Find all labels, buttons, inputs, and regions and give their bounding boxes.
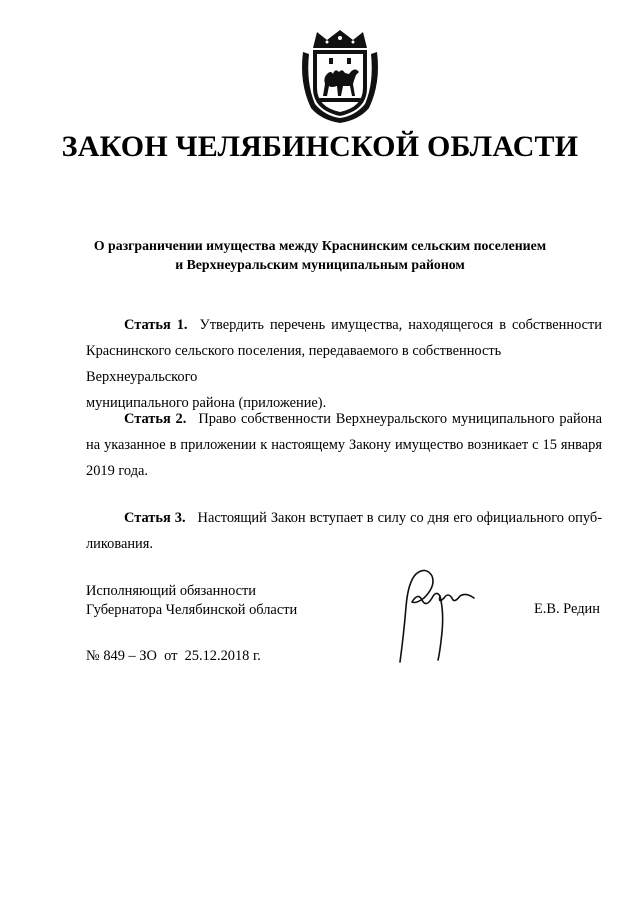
- article-3-label: Статья 3.: [124, 510, 186, 526]
- law-title: ЗАКОН ЧЕЛЯБИНСКОЙ ОБЛАСТИ: [61, 130, 579, 163]
- article-3-first-text: Настоящий Закон вступает в силу со дня его официального опуб-: [197, 510, 602, 526]
- article-2-first-text: Право собственности Верхнеуральского муниципального района: [198, 411, 602, 427]
- article-2: [86, 406, 602, 484]
- chelyabinsk-coat-of-arms-icon: [299, 28, 381, 124]
- article-1-label: Статья 1.: [124, 317, 188, 333]
- article-3-line-2: ликования.: [86, 536, 153, 552]
- article-2-line-2: на указанное в приложении к настоящему Закону имущество возникает с 15 января: [86, 437, 602, 453]
- article-3: [86, 505, 602, 557]
- article-1-line-2: Краснинского сельского поселения, передаваемого в собственность Верхнеуральского: [86, 343, 502, 385]
- signatory-position: [86, 582, 297, 620]
- article-3-first-line: [86, 505, 602, 531]
- law-subject: [60, 236, 580, 274]
- document-number: № 849 – ЗО от 25.12.2018 г.: [86, 648, 261, 664]
- article-2-label: Статья 2.: [124, 411, 187, 427]
- article-1-line-3: муниципального района (приложение).: [86, 395, 327, 411]
- article-2-line-3: 2019 года.: [86, 463, 149, 479]
- subject-line-1: О разграничении имущества между Краснинским сельским поселением: [93, 238, 547, 253]
- signatory-position-line-2: Губернатора Челябинской области: [86, 602, 298, 618]
- article-1: [86, 312, 602, 416]
- signatory-position-line-1: Исполняющий обязанности: [86, 583, 257, 599]
- signatory-name: Е.В. Редин: [534, 601, 600, 617]
- article-1-first-text: Утвердить перечень имущества, находящегося в собственности: [199, 317, 603, 333]
- article-2-first-line: [86, 406, 602, 432]
- handwritten-signature: [382, 562, 492, 672]
- article-1-first-line: [86, 312, 602, 338]
- subject-line-2: и Верхнеуральским муниципальным районом: [175, 257, 465, 272]
